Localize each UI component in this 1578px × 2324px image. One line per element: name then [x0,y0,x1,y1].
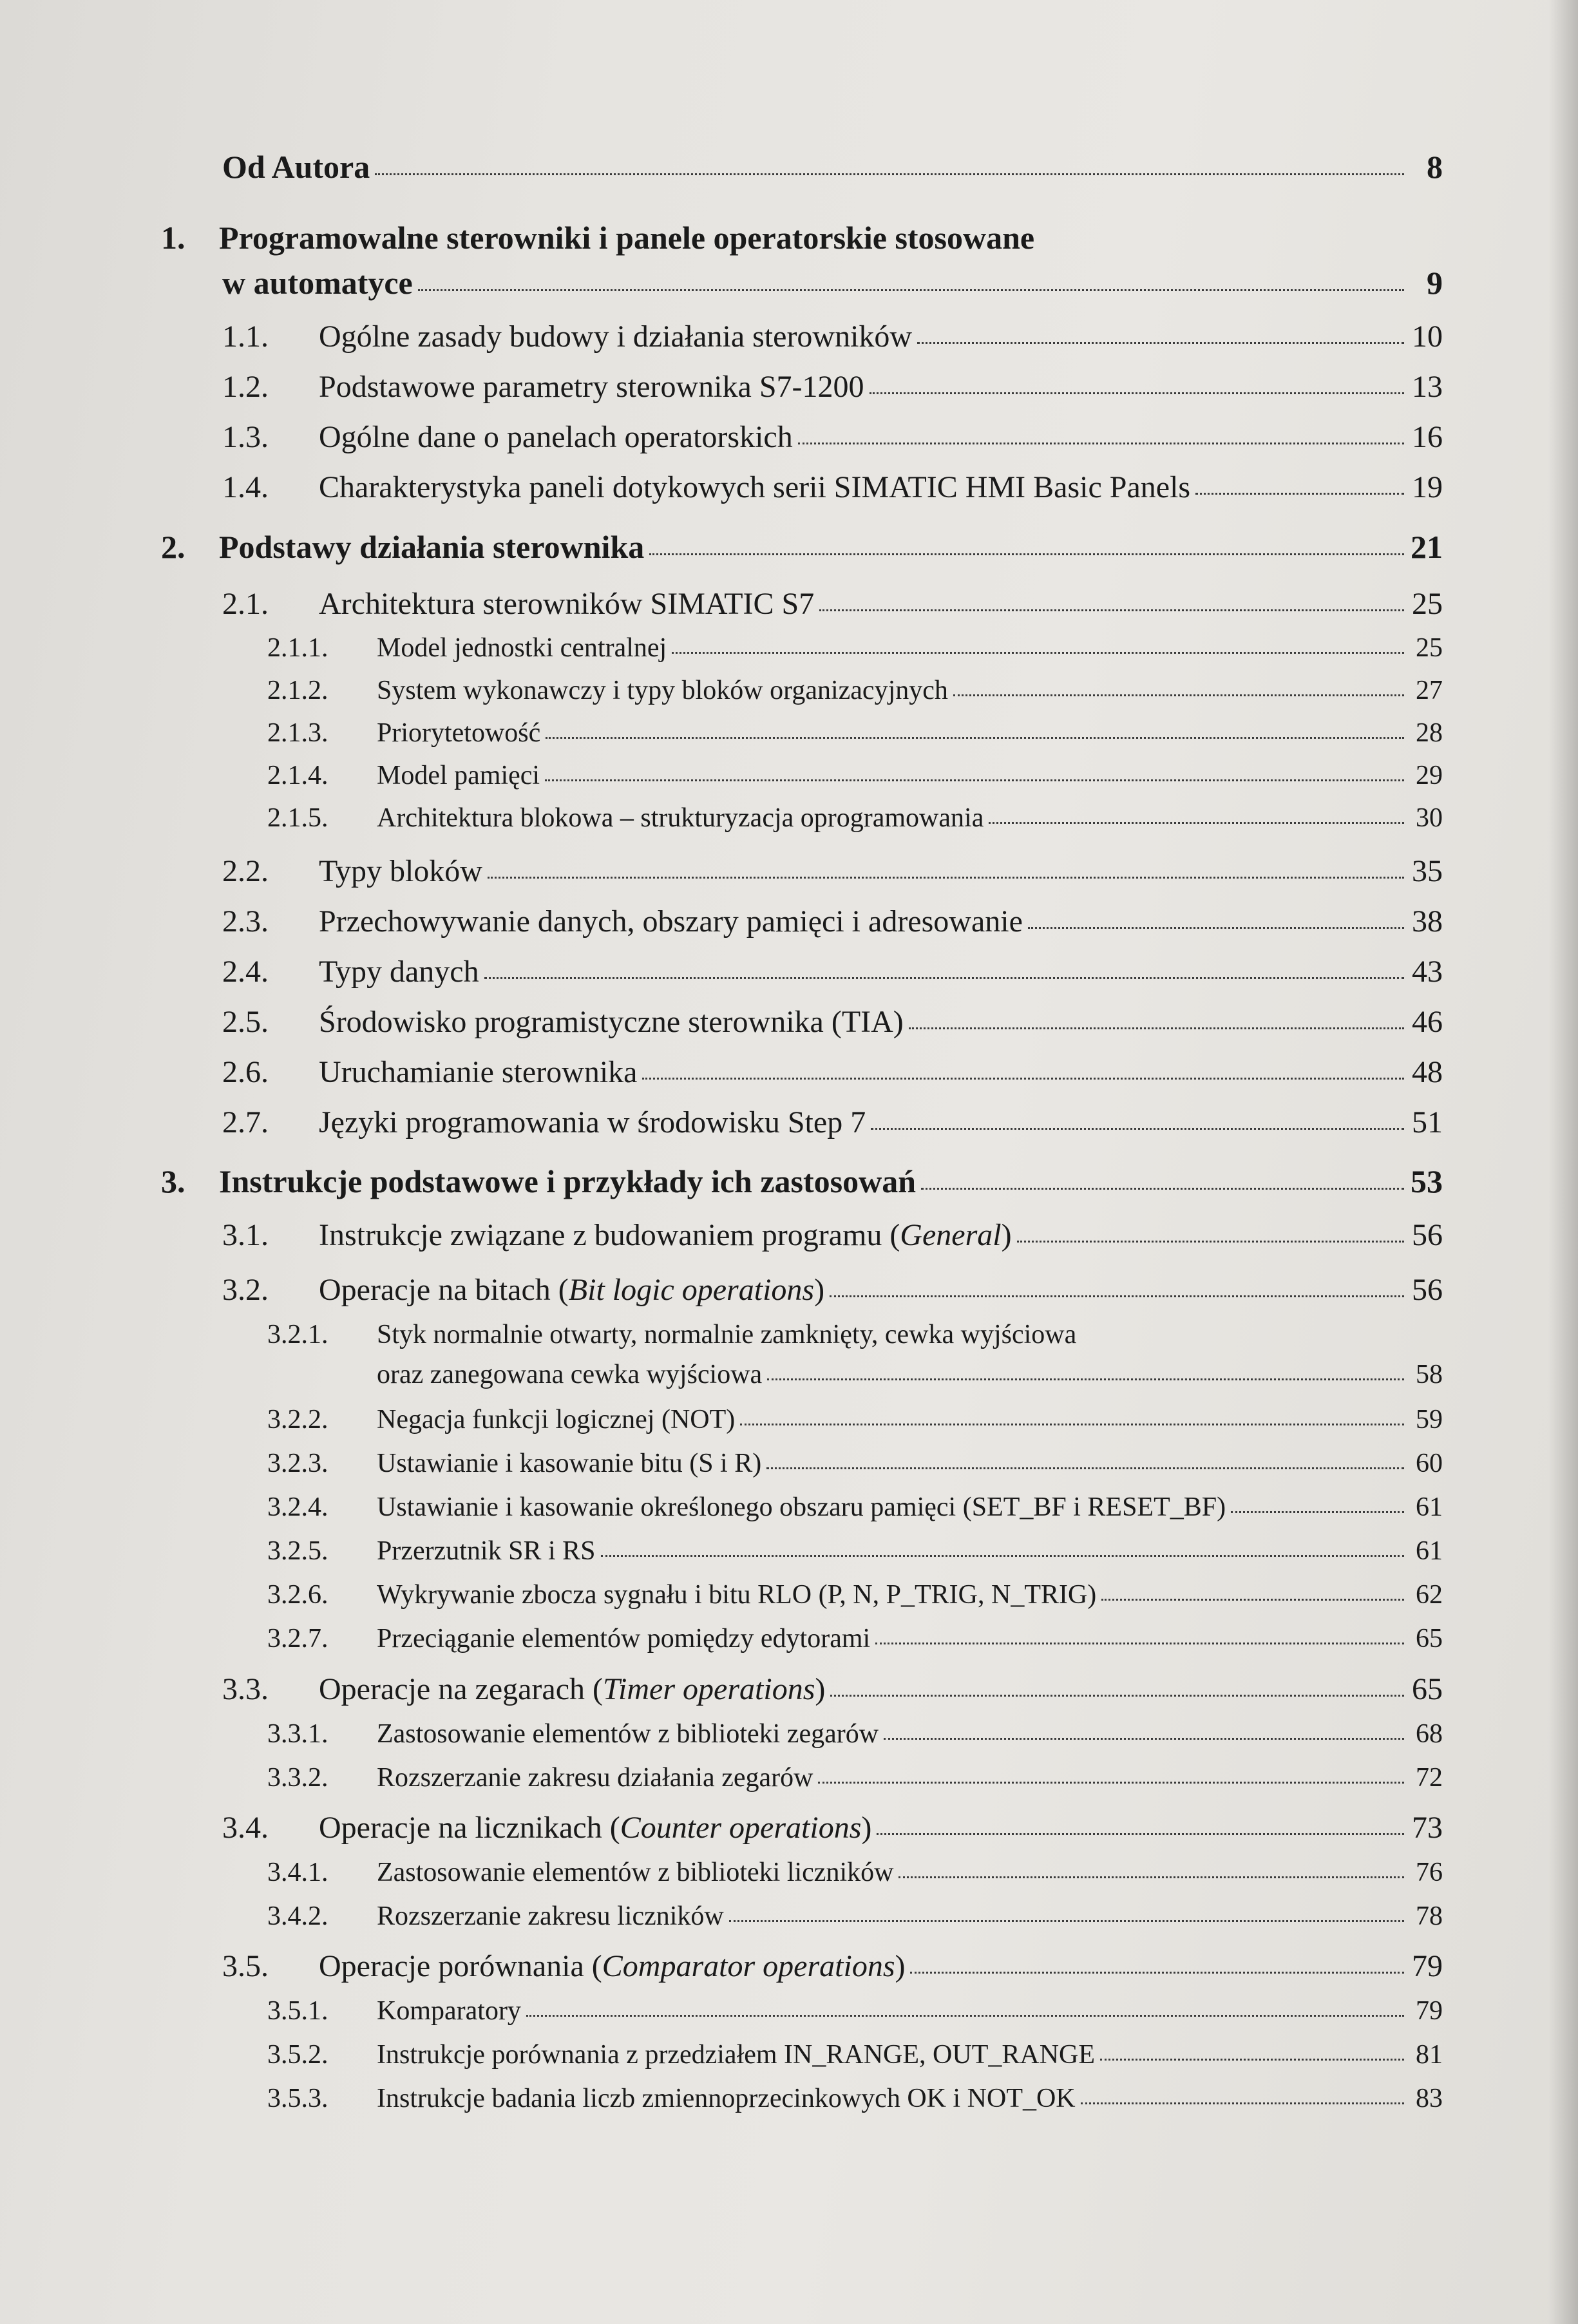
entry-number: 1. [161,220,185,256]
toc-entry-chapter-2 [161,528,1443,566]
entry-title: Instrukcje podstawowe i przykłady ich zastosowań [219,1163,917,1199]
toc-entry-chapter-3 [161,1163,1443,1200]
toc-entry-subsection-3-2-1 [161,1319,1443,1350]
entry-number: 3.2.1. [267,1320,328,1349]
entry-page: 38 [1412,904,1443,938]
toc-entry-subsection-3-5-3 [161,2083,1443,2114]
dot-leader [766,1467,1404,1469]
entry-number: 3.4.2. [267,1901,328,1931]
dot-leader [488,877,1404,879]
entry-page: 30 [1416,803,1443,833]
dot-leader [642,1078,1404,1080]
dot-leader [989,822,1404,824]
entry-page: 27 [1416,676,1443,705]
entry-number: 1.1. [222,319,269,354]
toc-entry-subsection-2-1-5 [161,803,1443,833]
entry-number: 2.1.3. [267,718,328,748]
dot-leader [870,392,1405,394]
entry-title: Operacje na bitach (Bit logic operations) [319,1273,825,1307]
entry-page: 9 [1427,265,1443,301]
dot-leader [830,1295,1404,1297]
entry-page: 51 [1412,1105,1443,1139]
entry-number: 2.1. [222,587,269,621]
toc-entry-section-2-6 [161,1054,1443,1090]
entry-title: Rozszerzanie zakresu działania zegarów [377,1763,813,1793]
entry-page: 29 [1416,761,1443,790]
entry-title: Charakterystyka paneli dotykowych serii SIMATIC HMI Basic Panels [319,470,1191,504]
entry-title: Języki programowania w środowisku Step 7 [319,1105,866,1139]
toc-entry-subsection-3-4-1 [161,1857,1443,1888]
dot-leader [819,609,1404,611]
entry-title: Wykrywanie zbocza sygnału i bitu RLO (P, N, P_TRIG, N_TRIG) [377,1580,1097,1610]
entry-title: Uruchamianie sterownika [319,1055,638,1089]
entry-page: 56 [1412,1273,1443,1307]
dot-leader [1195,493,1404,495]
dot-leader [830,1695,1404,1697]
entry-number: 2.1.5. [267,803,328,833]
entry-page: 21 [1411,529,1443,565]
entry-title: System wykonawczy i typy bloków organizacyjnych [377,676,948,705]
entry-page: 65 [1412,1672,1443,1706]
dot-leader [375,173,1404,175]
entry-number: 3.2.3. [267,1449,328,1478]
entry-page: 61 [1416,1492,1443,1522]
toc-entry-subsection-3-4-2 [161,1901,1443,1932]
toc-entry-subsection-2-1-3 [161,718,1443,748]
entry-number: 3.5.2. [267,2040,328,2070]
toc-entry-section-3-2 [161,1272,1443,1308]
dot-leader [871,1128,1404,1130]
entry-number: 3. [161,1163,185,1199]
entry-title: Architektura sterowników SIMATIC S7 [319,587,815,621]
entry-page: 8 [1427,149,1443,185]
entry-title: Ustawianie i kasowanie bitu (S i R) [377,1449,762,1478]
toc-entry-subsection-3-3-2 [161,1762,1443,1793]
entry-page: 53 [1411,1163,1443,1199]
entry-page: 83 [1416,2084,1443,2113]
toc-entry-subsection-3-2-3 [161,1448,1443,1479]
toc-entry-subsection-3-5-2 [161,2039,1443,2070]
toc-entry-section-2-3 [161,904,1443,939]
entry-title: Instrukcje związane z budowaniem programu (General) [319,1218,1012,1252]
entry-page: 56 [1412,1218,1443,1252]
entry-page: 10 [1412,319,1443,354]
toc-entry-section-2-1 [161,586,1443,622]
entry-number: 2.6. [222,1055,269,1089]
dot-leader [910,1972,1404,1974]
entry-title-line2: oraz zanegowana cewka wyjściowa [377,1360,763,1389]
entry-number: 1.3. [222,420,269,454]
toc-entry-chapter-1 [161,219,1443,256]
entry-title: Architektura blokowa – strukturyzacja oprogramowania [377,803,984,833]
dot-leader [1101,1599,1404,1601]
entry-number: 3.5. [222,1949,269,1983]
dot-leader [1100,2059,1404,2061]
entry-number: 2.5. [222,1005,269,1039]
entry-number: 3.2.2. [267,1405,328,1434]
entry-title: Operacje na licznikach (Counter operations) [319,1811,872,1845]
toc-entry-section-2-4 [161,954,1443,989]
entry-page: 48 [1412,1055,1443,1089]
entry-title: Model pamięci [377,761,540,790]
entry-number: 3.4. [222,1811,269,1845]
dot-leader [545,779,1404,781]
entry-number: 3.4.1. [267,1858,328,1887]
entry-number: 3.2.7. [267,1624,328,1653]
entry-number: 3.5.3. [267,2084,328,2113]
entry-title: Środowisko programistyczne sterownika (TIA) [319,1005,904,1039]
entry-title: Model jednostki centralnej [377,633,667,663]
entry-page: 72 [1416,1763,1443,1793]
entry-title: Zastosowanie elementów z biblioteki zegarów [377,1719,879,1749]
entry-title-line1: Styk normalnie otwarty, normalnie zamknięty, cewka wyjściowa [377,1320,1077,1349]
dot-leader [898,1876,1404,1878]
toc-entry-section-1-2 [161,369,1443,405]
dot-leader [1017,1241,1404,1243]
entry-number: 3.3.2. [267,1763,328,1793]
dot-leader [601,1555,1404,1557]
entry-page: 25 [1412,587,1443,621]
dot-leader [917,342,1404,344]
entry-title: Priorytetowość [377,718,541,748]
toc-entry-section-2-7 [161,1105,1443,1140]
entry-number: 2. [161,529,185,565]
entry-number: 1.4. [222,470,269,504]
entry-title: Instrukcje badania liczb zmiennoprzecinkowych OK i NOT_OK [377,2084,1076,2113]
toc-entry-subsection-3-5-1 [161,1995,1443,2026]
entry-page: 25 [1416,633,1443,663]
entry-title: Komparatory [377,1996,521,2026]
entry-page: 16 [1412,420,1443,454]
entry-page: 65 [1416,1624,1443,1653]
entry-page: 62 [1416,1580,1443,1610]
entry-number: 2.2. [222,854,269,888]
toc-entry-section-3-5 [161,1948,1443,1984]
toc-entry-foreword [161,148,1443,186]
entry-title: Rozszerzanie zakresu liczników [377,1901,724,1931]
toc-entry-section-3-3 [161,1672,1443,1707]
dot-leader [729,1920,1404,1922]
entry-title: Operacje na zegarach (Timer operations) [319,1672,826,1706]
toc-entry-section-1-3 [161,419,1443,455]
entry-page: 43 [1412,955,1443,989]
entry-page: 78 [1416,1901,1443,1931]
entry-page: 58 [1416,1360,1443,1389]
entry-page: 81 [1416,2040,1443,2070]
entry-page: 73 [1412,1811,1443,1845]
entry-title: Przeciąganie elementów pomiędzy edytorami [377,1624,871,1653]
entry-number: 2.1.2. [267,676,328,705]
entry-number: 2.1.1. [267,633,328,663]
toc-entry-subsection-3-2-6 [161,1579,1443,1610]
entry-title: Zastosowanie elementów z biblioteki liczników [377,1858,894,1887]
toc-entry-subsection-3-2-7 [161,1623,1443,1654]
entry-title-line2: w automatyce [222,265,413,301]
entry-title: Typy bloków [319,854,482,888]
entry-page: 68 [1416,1719,1443,1749]
entry-page: 13 [1412,370,1443,404]
dot-leader [909,1027,1404,1029]
entry-number: 3.2.5. [267,1536,328,1566]
entry-number: 2.1.4. [267,761,328,790]
dot-leader [546,737,1404,739]
entry-number: 1.2. [222,370,269,404]
entry-number: 2.7. [222,1105,269,1139]
dot-leader [740,1424,1404,1425]
entry-page: 79 [1416,1996,1443,2026]
entry-page: 46 [1412,1005,1443,1039]
dot-leader [884,1738,1404,1740]
entry-title: Ogólne dane o panelach operatorskich [319,420,793,454]
entry-title-line1: Programowalne sterowniki i panele operatorskie stosowane [219,220,1035,256]
entry-page: 59 [1416,1405,1443,1434]
dot-leader [649,553,1404,555]
entry-number: 3.2. [222,1273,269,1307]
toc-entry-subsection-3-2-2 [161,1404,1443,1435]
toc-entry-subsection-2-1-4 [161,760,1443,791]
dot-leader [953,694,1404,696]
entry-page: 19 [1412,470,1443,504]
dot-leader [875,1643,1404,1644]
dot-leader [526,2015,1404,2017]
toc-entry-subsection-3-3-1 [161,1719,1443,1749]
toc-entry-section-2-5 [161,1004,1443,1040]
entry-title: Od Autora [222,149,370,185]
toc-entry-subsection-3-2-5 [161,1536,1443,1567]
entry-title: Instrukcje porównania z przedziałem IN_RANGE, OUT_RANGE [377,2040,1096,2070]
entry-page: 79 [1412,1949,1443,1983]
toc-entry-section-1-1 [161,319,1443,354]
entry-page: 60 [1416,1449,1443,1478]
entry-number: 3.5.1. [267,1996,328,2026]
entry-title: Operacje porównania (Comparator operations) [319,1949,906,1983]
entry-number: 3.1. [222,1218,269,1252]
toc-entry-section-1-4 [161,470,1443,505]
dot-leader [818,1782,1404,1784]
entry-number: 2.4. [222,955,269,989]
entry-title: Przerzutnik SR i RS [377,1536,596,1566]
dot-leader [921,1188,1404,1190]
dot-leader [418,289,1404,291]
entry-page: 61 [1416,1536,1443,1566]
dot-leader [1081,2102,1404,2104]
dot-leader [767,1378,1404,1380]
dot-leader [672,652,1404,654]
toc-entry-section-3-1 [161,1217,1443,1253]
dot-leader [1028,927,1404,929]
entry-title: Ustawianie i kasowanie określonego obszaru pamięci (SET_BF i RESET_BF) [377,1492,1226,1522]
entry-title: Podstawowe parametry sterownika S7-1200 [319,370,864,404]
dot-leader [1231,1511,1404,1513]
entry-number: 2.3. [222,904,269,938]
toc-entry-subsection-2-1-1 [161,633,1443,663]
entry-number: 3.3. [222,1672,269,1706]
toc-entry-subsection-3-2-1-cont [161,1359,1443,1390]
dot-leader [798,443,1404,444]
entry-page: 35 [1412,854,1443,888]
entry-number: 3.2.6. [267,1580,328,1610]
toc-entry-chapter-1-cont [161,264,1443,301]
entry-page: 76 [1416,1858,1443,1887]
entry-title: Ogólne zasady budowy i działania sterowników [319,319,913,354]
dot-leader [484,977,1404,979]
entry-title: Typy danych [319,955,479,989]
entry-number: 3.2.4. [267,1492,328,1522]
entry-title: Przechowywanie danych, obszary pamięci i adresowanie [319,904,1023,938]
entry-page: 28 [1416,718,1443,748]
toc-entry-subsection-2-1-2 [161,675,1443,706]
toc-entry-subsection-3-2-4 [161,1492,1443,1523]
toc-entry-section-3-4 [161,1810,1443,1845]
entry-title: Negacja funkcji logicznej (NOT) [377,1405,736,1434]
dot-leader [877,1833,1404,1835]
entry-title: Podstawy działania sterownika [219,529,645,565]
entry-number: 3.3.1. [267,1719,328,1749]
toc-entry-section-2-2 [161,853,1443,889]
